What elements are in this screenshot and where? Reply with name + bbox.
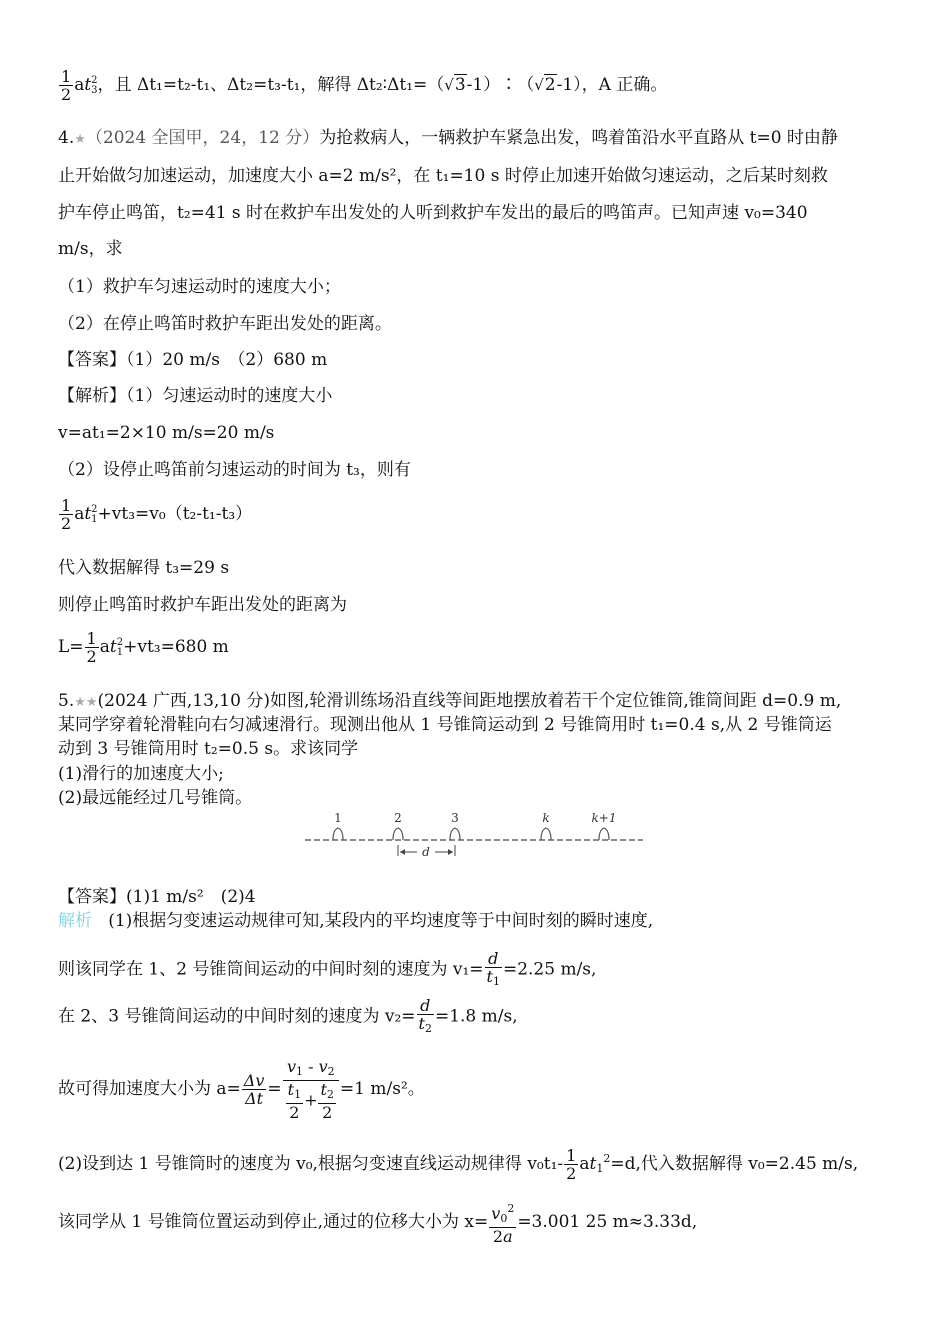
q4-jx3: 代入数据解得 t₃=29 s bbox=[58, 558, 230, 578]
q4-line2: 止开始做匀加速运动，加速度大小 a=2 m/s²，在 t₁=10 s 时停止加速开始做匀速运动，之后某时刻救 bbox=[58, 166, 828, 186]
q4-jx1: 【解析】（1）匀速运动时的速度大小 bbox=[58, 386, 333, 406]
fig-label-1: 1 bbox=[334, 811, 342, 825]
star-icon: ★ bbox=[74, 132, 86, 147]
cone-k bbox=[541, 828, 551, 840]
q5-line2: 某同学穿着轮滑鞋向右匀减速滑行。现测出他从 1 号锥筒运动到 2 号锥筒用时 t₁=0.4 s,从 2 号锥筒运 bbox=[58, 715, 832, 735]
q5-jx3: 在 2、3 号锥筒间运动的中间时刻的速度为 v₂= $\frac{d}{t_2}$ =1.8 m/s, bbox=[58, 996, 518, 1035]
q5-line1: 5.★★(2024 广西,13,10 分)如图,轮滑训练场沿直线等间距地摆放着若干个定位锥筒,锥筒间距 d=0.9 m, bbox=[58, 691, 842, 711]
cone-2 bbox=[393, 828, 403, 840]
half-fraction: $\frac{1}{2}$ bbox=[61, 67, 72, 104]
fig-label-3: 3 bbox=[451, 811, 459, 825]
fig-label-k: k bbox=[542, 811, 550, 825]
q4-line1: 4.★（2024 全国甲，24，12 分）为抢救病人，一辆救护车紧急出发，鸣着笛沿水平直路从 t=0 时由静 bbox=[58, 128, 838, 148]
cone-k1 bbox=[599, 828, 609, 840]
q5-line3: 动到 3 号锥筒用时 t₂=0.5 s。求该同学 bbox=[58, 739, 359, 759]
q4-jx4: 则停止鸣笛时救护车距出发处的距离为 bbox=[58, 595, 347, 615]
fig-label-2: 2 bbox=[394, 811, 402, 825]
cone-figure bbox=[305, 808, 645, 864]
q4-line4: m/s，求 bbox=[58, 239, 123, 259]
q4-sub2: （2）在停止鸣笛时救护车距出发处的距离。 bbox=[58, 314, 392, 334]
q4-eq1: v=at₁=2×10 m/s=20 m/s bbox=[58, 423, 275, 443]
fig-label-d: d bbox=[422, 845, 430, 859]
q4-jx2: （2）设停止鸣笛前匀速运动的时间为 t₃，则有 bbox=[58, 460, 411, 480]
cone-3 bbox=[450, 828, 460, 840]
q4-eq2: $\frac{1}{2}$ at2 1+vt₃=v₀（t₂-t₁-t₃） bbox=[61, 496, 253, 533]
q5-jx5: (2)设到达 1 号锥筒时的速度为 v₀,根据匀变速直线运动规律得 v₀t₁- $\frac{1}{2}$ $at_1^2=d$,代入数据解得 v₀=2.45 m/s, bbox=[58, 1146, 859, 1183]
jiexi-tag: 解析 bbox=[58, 911, 92, 931]
q4-answer: 【答案】（1）20 m/s （2）680 m bbox=[58, 350, 328, 370]
fig-label-k1: k+1 bbox=[591, 811, 617, 825]
q5-answer: 【答案】(1)1 m/s² (2)4 bbox=[58, 887, 256, 907]
q4-line3: 护车停止鸣笛，t₂=41 s 时在救护车出发处的人听到救护车发出的最后的鸣笛声。已知声速 v₀=340 bbox=[58, 203, 808, 223]
q4-sub1: （1）救护车匀速运动时的速度大小； bbox=[58, 277, 341, 297]
q4-eq3: L= $\frac{1}{2}$ at2 1+vt₃=680 m bbox=[58, 629, 229, 666]
star-icon: ★★ bbox=[74, 695, 98, 710]
q5-jx4: 故可得加速度大小为 a= $\frac{\Delta v}{\Delta t}$ = $v_1 - v_2$ $\frac{t_1}{2}$ + $\frac{t_2}{2}$ =1 m/s²。 bbox=[58, 1057, 425, 1122]
q5-sub1: (1)滑行的加速度大小; bbox=[58, 764, 224, 784]
q5-sub2: (2)最远能经过几号锥筒。 bbox=[58, 788, 253, 808]
q5-jx6: 该同学从 1 号锥筒位置运动到停止,通过的位移大小为 x= $\frac{v_0^2}{2a}$ =3.001 25 m≈3.33d, bbox=[58, 1202, 698, 1246]
q5-jx2: 则该同学在 1、2 号锥筒间运动的中间时刻的速度为 v₁= $\frac{d}{t_1}$ =2.25 m/s, bbox=[58, 949, 597, 988]
cone-1 bbox=[333, 828, 343, 840]
q5-jx1: 解析 (1)根据匀变速运动规律可知,某段内的平均速度等于中间时刻的瞬时速度, bbox=[58, 911, 654, 931]
top-equation-line: $\frac{1}{2}$ at2 3，且 Δt₁=t₂-t₁、Δt₂=t₃-t₁，解得 Δt₂∶Δt₁=（√3-1）∶（√2-1），A 正确。 bbox=[61, 67, 668, 104]
